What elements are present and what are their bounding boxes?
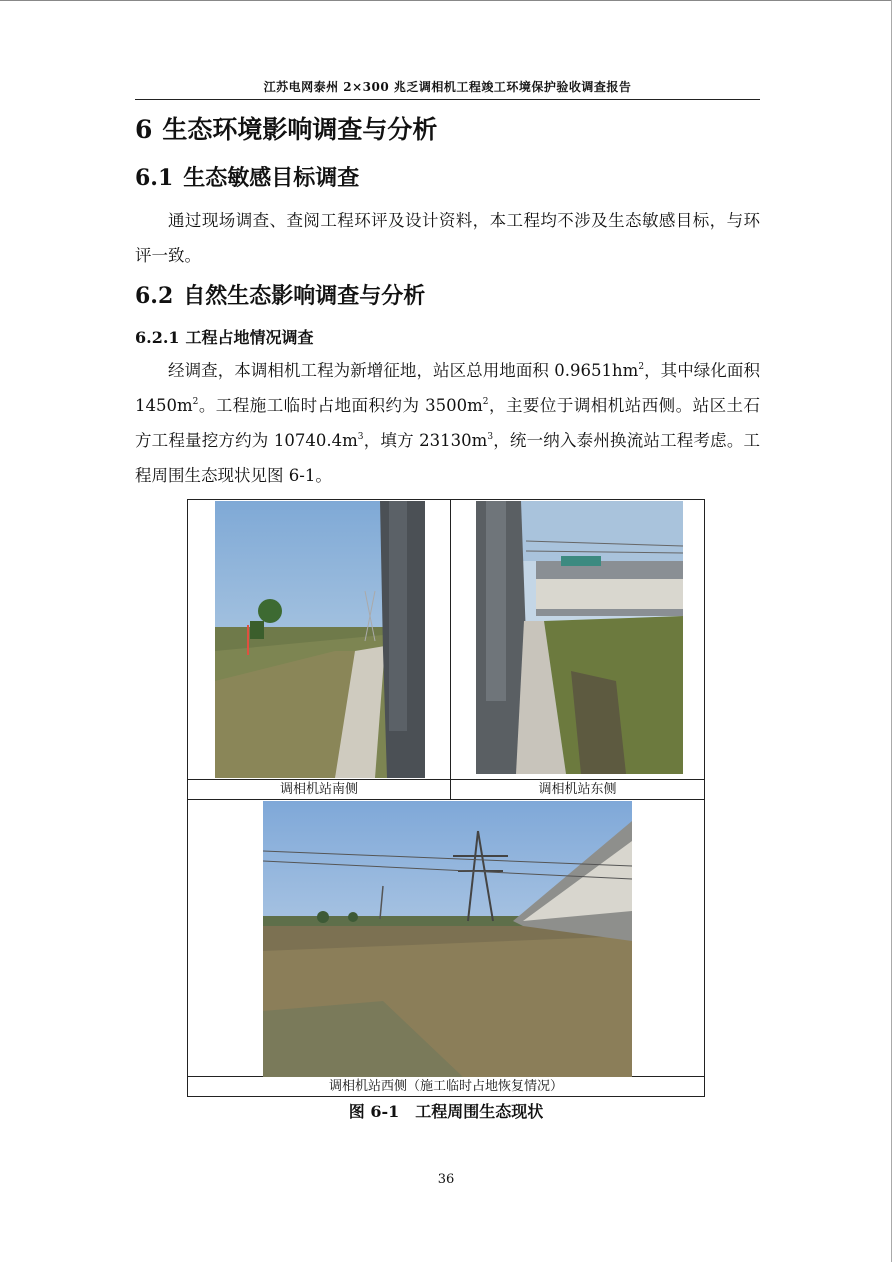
section-6-2-heading	[135, 279, 425, 310]
section-6-1-heading	[135, 161, 359, 192]
section-6-heading	[135, 110, 437, 146]
land-use-text-6: ，统一纳入泰州换流站工程考虑。工程周围生态现状见图 6-1。	[135, 431, 761, 485]
figure-divider-vertical	[450, 500, 451, 799]
land-use-sup-5: 3	[487, 432, 494, 442]
land-use-sup-1: 2	[638, 362, 645, 372]
land-use-text-2: ，其中绿化面积 1450m	[135, 361, 760, 415]
page-top-border	[0, 0, 892, 1]
land-use-sup-2: 2	[192, 397, 199, 407]
section-6-2-1-paragraph	[135, 353, 760, 493]
caption-east-side: 调相机站东侧	[538, 782, 617, 797]
caption-south-side: 调相机站南侧	[279, 782, 358, 797]
section-6-2-1-number: 6.2.1	[135, 328, 180, 347]
caption-west-side: 调相机站西侧（施工临时占地恢复情况）	[328, 1079, 563, 1094]
photo-west-side	[263, 801, 632, 1077]
land-use-sup-4: 3	[357, 432, 364, 442]
section-6-number: 6	[135, 115, 153, 144]
section-6-1-number: 6.1	[135, 165, 174, 191]
page-number: 36	[437, 1172, 455, 1187]
section-6-2-number: 6.2	[135, 283, 174, 309]
section-6-2-title: 自然生态影响调查与分析	[183, 283, 426, 309]
land-use-text-3: 。工程施工临时占地面积约为 3500m	[198, 396, 483, 415]
land-use-text-4: ，主要位于调相机站西侧。站区土石方工程量挖方约为 10740.4m	[135, 396, 760, 450]
land-use-text-1: 经调查，本调相机工程为新增征地，站区总用地面积 0.9651hm	[168, 361, 639, 380]
running-header: 江苏电网泰州 2×300 兆乏调相机工程竣工环境保护验收调查报告	[263, 80, 632, 94]
land-use-text-5: ，填方 23130m	[363, 431, 488, 450]
header-rule	[135, 99, 760, 100]
section-6-title: 生态环境影响调查与分析	[162, 115, 438, 144]
figure-6-1-title: 图 6-1 工程周围生态现状	[348, 1102, 544, 1121]
section-6-2-1-heading	[135, 325, 314, 348]
figure-6-1-table	[187, 499, 705, 1097]
land-use-sup-3: 2	[482, 397, 489, 407]
section-6-2-1-title: 工程占地情况调查	[185, 328, 314, 347]
photo-east-side	[476, 501, 683, 774]
section-6-1-title: 生态敏感目标调查	[183, 165, 360, 191]
section-6-1-paragraph: 通过现场调查、查阅工程环评及设计资料，本工程均不涉及生态敏感目标，与环评一致。	[135, 211, 760, 265]
photo-south-side	[215, 501, 425, 778]
